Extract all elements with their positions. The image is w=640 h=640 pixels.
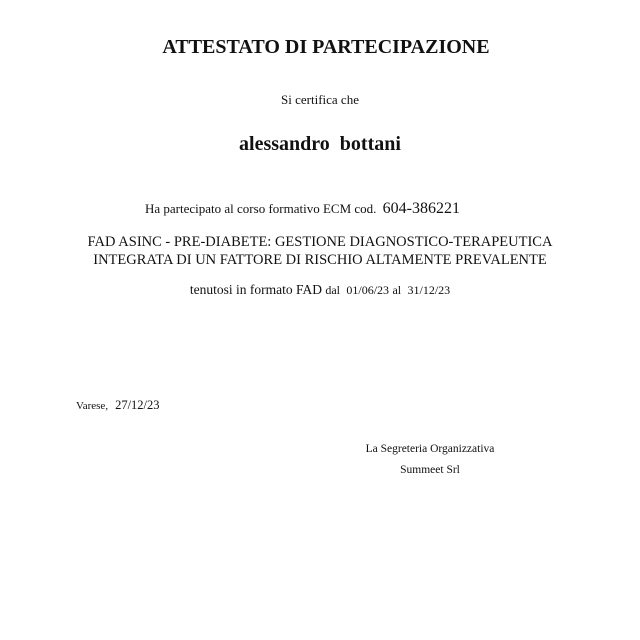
course-intro-line: [145, 200, 460, 218]
course-intro: Ha partecipato al corso formativo ECM cod.: [145, 201, 377, 216]
certifies-text: Si certifica che: [281, 92, 359, 107]
course-title-line2: INTEGRATA DI UN FATTORE DI RISCHIO ALTAMENTE PREVALENTE: [93, 252, 547, 268]
participant-name: alessandro bottani: [239, 133, 401, 155]
place-date: [76, 396, 160, 414]
format-line: [0, 282, 640, 298]
to-label: al: [392, 283, 402, 297]
signatory-role: La Segreteria Organizzativa: [365, 443, 495, 455]
course-title-line1: FAD ASINC - PRE-DIABETE: GESTIONE DIAGNOSTICO-TERAPEUTICA: [87, 234, 553, 250]
certificate-title: ATTESTATO DI PARTECIPAZIONE: [162, 36, 490, 58]
signatory-org: Summeet Srl: [400, 464, 460, 476]
from-label: dal: [325, 283, 341, 297]
date-from: 01/06/23: [346, 283, 390, 297]
format-text: tenutosi in formato FAD: [189, 282, 322, 297]
course-code: 604-386221: [382, 200, 460, 217]
date-to: 31/12/23: [407, 283, 451, 297]
place: Varese,: [76, 400, 109, 412]
issue-date: 27/12/23: [115, 398, 160, 412]
